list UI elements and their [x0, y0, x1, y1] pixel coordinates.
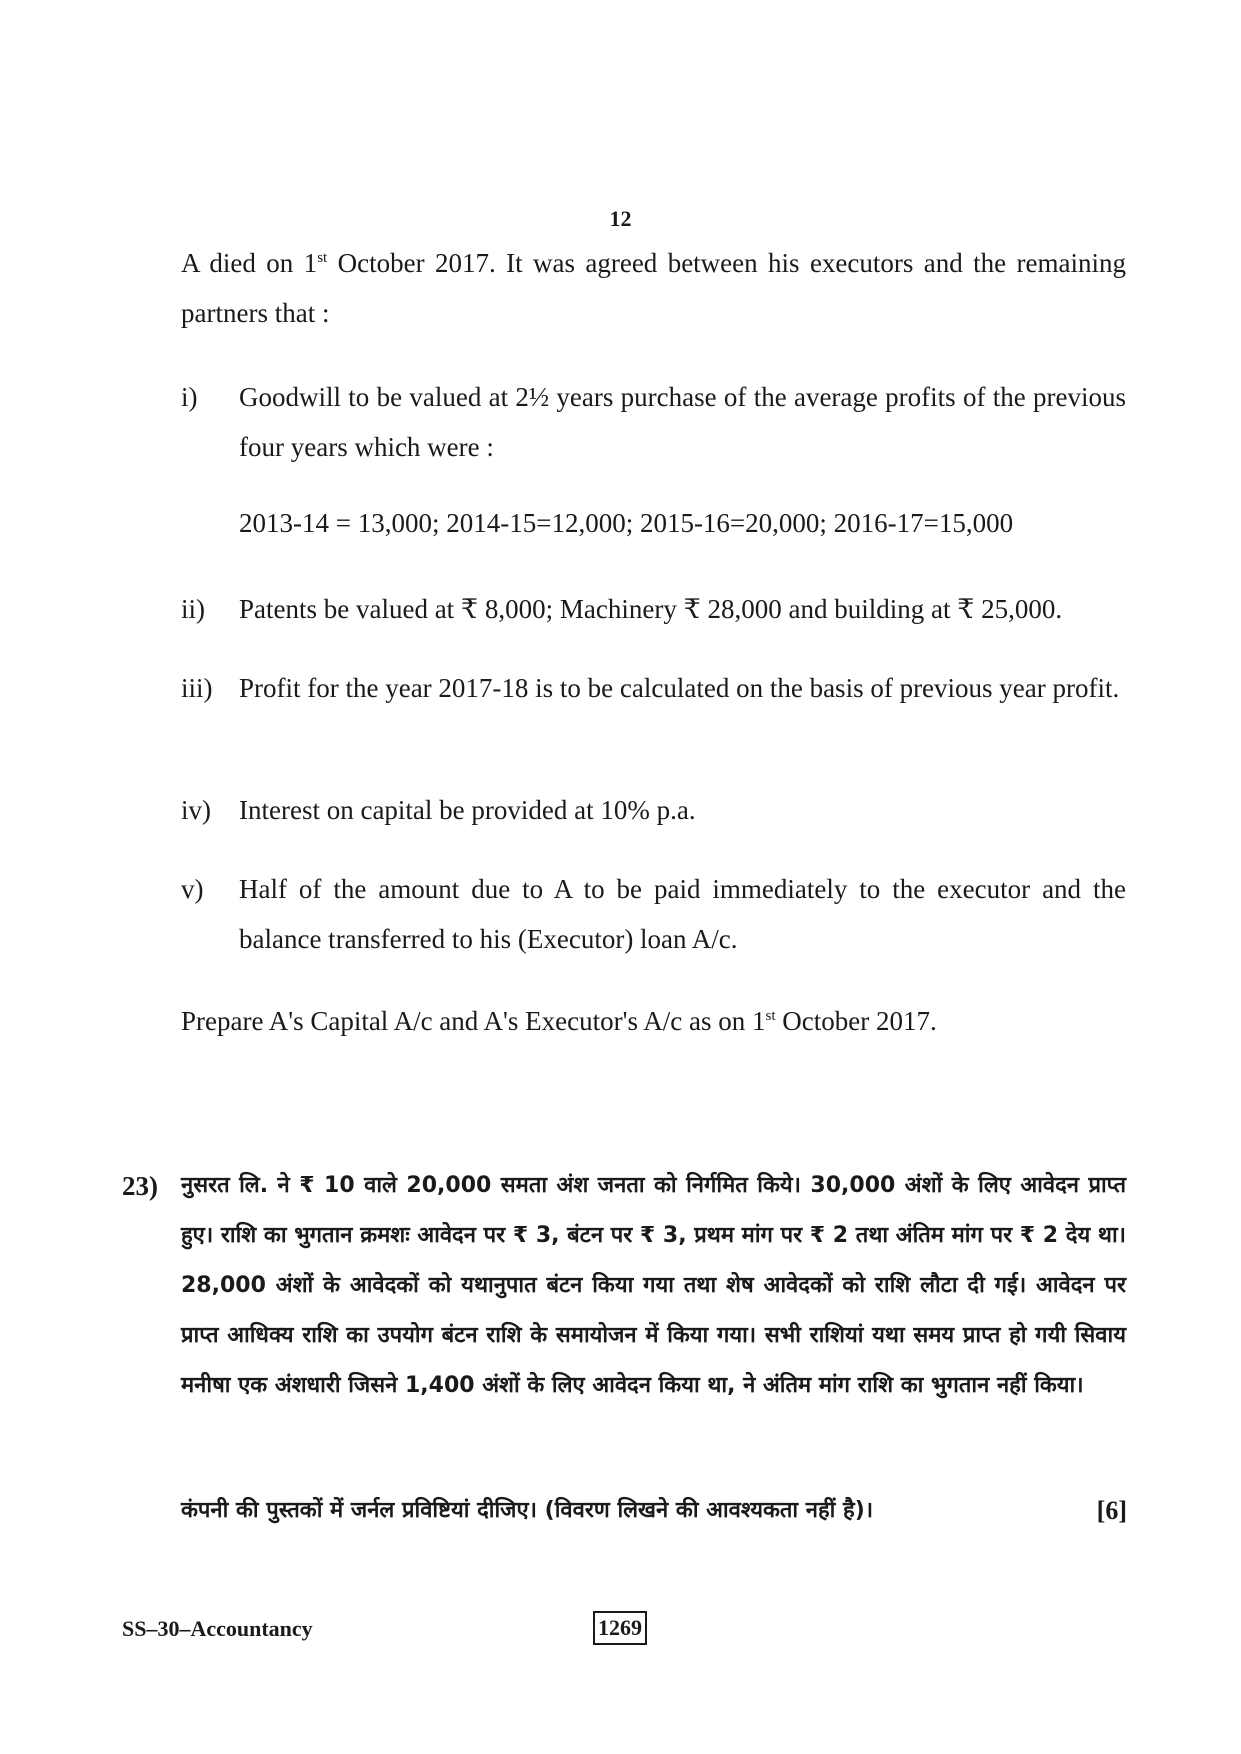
instruction-text-start: Prepare A's Capital A/c and A's Executor's A/c as on 1: [181, 1006, 766, 1036]
question-23-instruction: कंपनी की पुस्तकों में जर्नल प्रविष्टियां दीजिए। (विवरण लिखने की आवश्यकता नहीं है)।: [181, 1498, 874, 1523]
intro-paragraph: [181, 238, 1126, 338]
term-number: ii): [181, 594, 205, 624]
intro-text-end: October 2017. It was agreed between his executors and the remaining partners that :: [181, 248, 1127, 328]
footer-subject-code: SS–30–Accountancy: [122, 1616, 313, 1641]
intro-ordinal-suffix: st: [317, 250, 328, 266]
question-instruction: [181, 996, 1126, 1046]
marks-badge: [6]: [1096, 1496, 1127, 1525]
term-item: [181, 372, 1126, 472]
term-number: v): [181, 874, 204, 904]
instruction-ordinal-suffix: st: [765, 1008, 776, 1024]
question-number: 23): [122, 1171, 158, 1201]
term-item: [181, 864, 1126, 964]
intro-text-start: A died on 1: [181, 248, 318, 278]
profits-line: 2013-14 = 13,000; 2014-15=12,000; 2015-16=20,000; 2016-17=15,000: [239, 508, 1014, 538]
term-text: Goodwill to be valued at 2½ years purchase of the average profits of the previous four years which were :: [239, 382, 1126, 462]
term-number: i): [181, 382, 198, 412]
term-number: iii): [181, 673, 213, 703]
term-item: [181, 584, 1126, 634]
term-text: Patents be valued at ₹ 8,000; Machinery ₹ 28,000 and building at ₹ 25,000.: [239, 594, 1063, 624]
term-item: [181, 663, 1126, 713]
instruction-text-end: October 2017.: [775, 1006, 937, 1036]
term-item: [181, 785, 1126, 835]
term-text: Interest on capital be provided at 10% p.a.: [239, 795, 696, 825]
term-number: iv): [181, 795, 211, 825]
footer-page-number: 1269: [593, 1611, 647, 1645]
term-text: Profit for the year 2017-18 is to be calculated on the basis of previous year profit.: [239, 673, 1120, 703]
page-number: 12: [609, 206, 632, 231]
term-text: Half of the amount due to A to be paid immediately to the executor and the balance transferred to his (Executor) loan A/c.: [239, 874, 1126, 954]
question-body: नुसरत लि. ने ₹ 10 वाले 20,000 समता अंश जनता को निर्गमित किये। 30,000 अंशों के लिए आवेदन प्राप्त हुए। राशि का भुगतान क्रमशः आवेदन पर ₹ 3, बंटन पर ₹ 3, प्रथम मांग पर ₹ 2 तथा अंतिम मांग पर ₹ 2 देय था। 28,000 अंशों के आवेदकों को यथानुपात बंटन किया गया तथा शेष आवेदकों को राशि लौटा दी गई। आवेदन पर प्राप्त आधिक्य राशि का उपयोग बंटन राशि के समायोजन में किया गया। सभी राशियां यथा समय प्राप्त हो गयी सिवाय मनीषा एक अंशधारी जिसने 1,400 अंशों के लिए आवेदन किया था, ने अंतिम मांग राशि का भुगतान नहीं किया।: [181, 1173, 1126, 1398]
